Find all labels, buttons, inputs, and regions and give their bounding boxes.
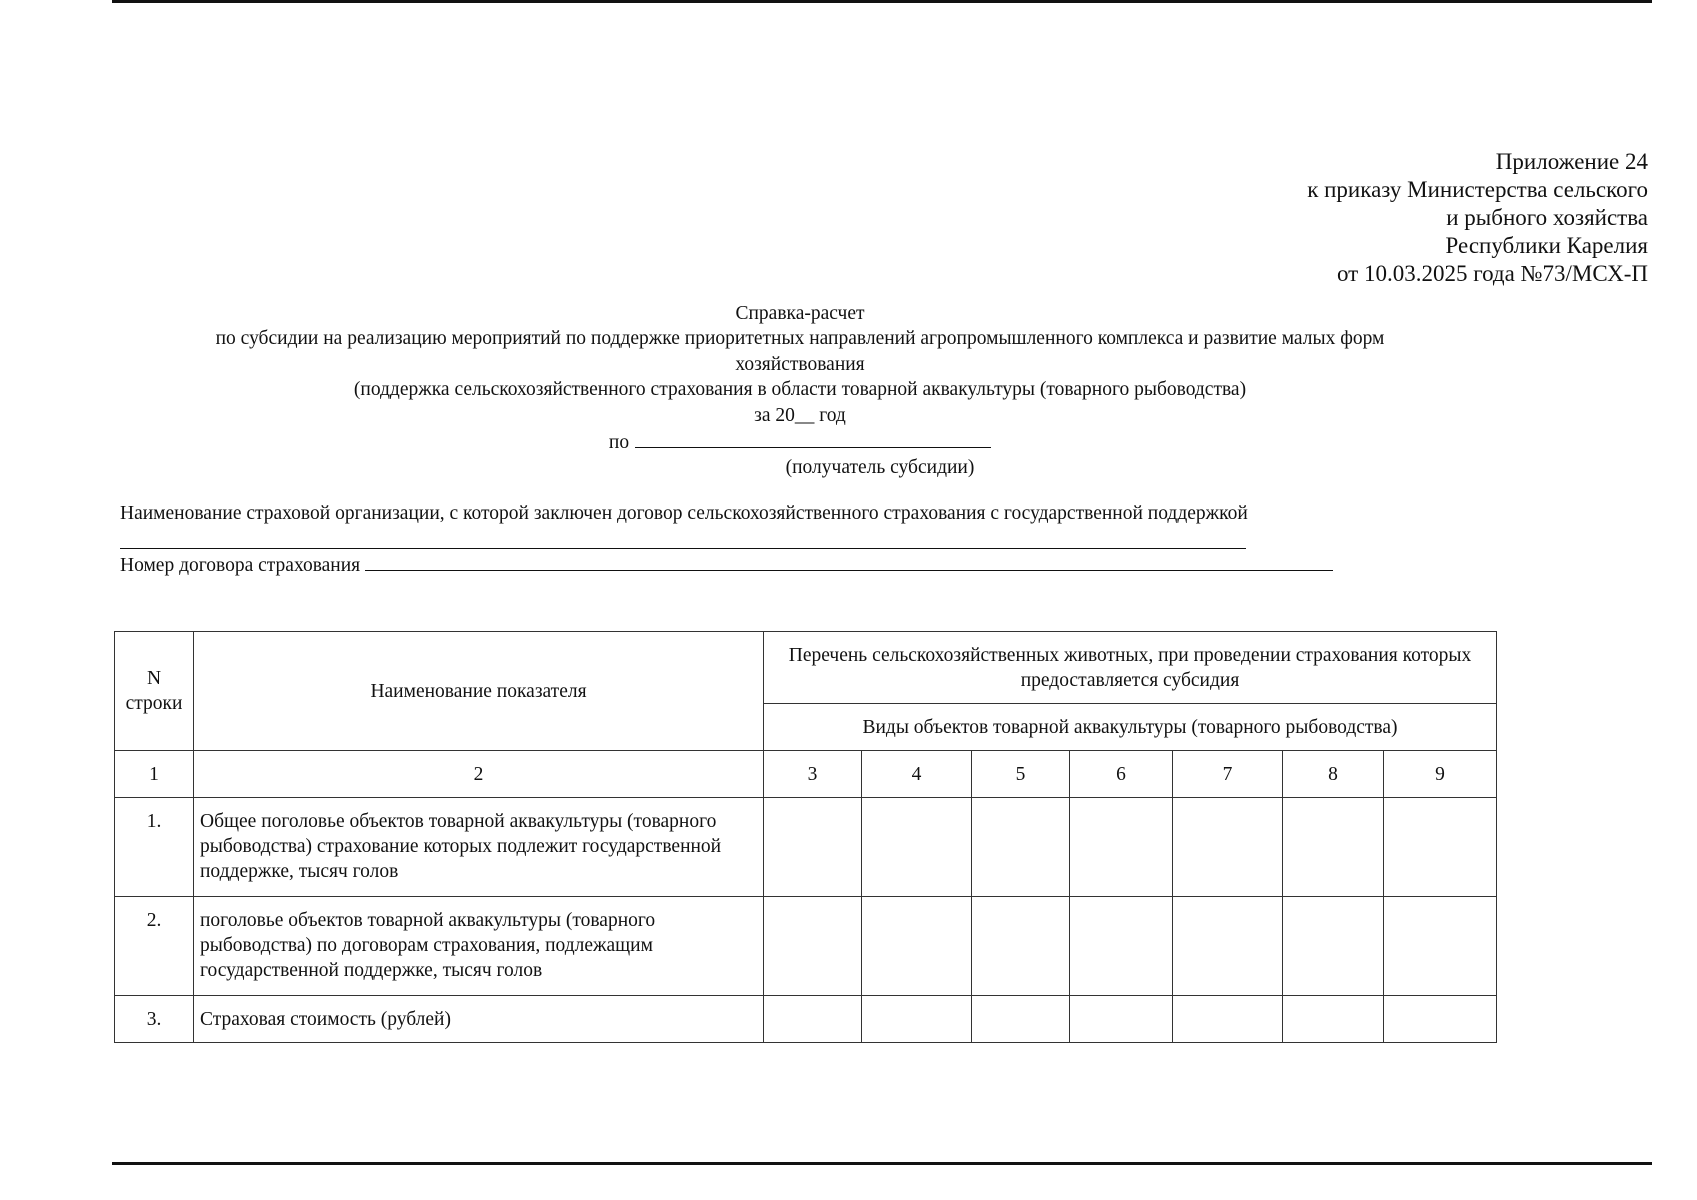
- value-cell[interactable]: [1283, 897, 1384, 996]
- row-number: 3.: [115, 996, 194, 1043]
- table-header-row-1: [115, 632, 1497, 704]
- row-number: 1.: [115, 798, 194, 897]
- recipient-prefix: по: [608, 432, 630, 454]
- document-heading: Справка-расчет: [735, 303, 865, 324]
- top-border-rule: [112, 0, 1652, 3]
- contract-label: Номер договора страхования: [120, 555, 361, 576]
- value-cell[interactable]: [1384, 996, 1497, 1043]
- header-row-number: N строки: [115, 632, 194, 751]
- value-cell[interactable]: [1070, 798, 1173, 897]
- recipient-field[interactable]: [635, 428, 991, 448]
- header-object-types: Виды объектов товарной аквакультуры (товарного рыбоводства): [764, 704, 1497, 751]
- column-number: 3: [764, 751, 862, 798]
- document-subject: по субсидии на реализацию мероприятий по поддержке приоритетных направлений агропромышленного комплекса и развитие малых форм: [215, 328, 1385, 350]
- value-cell[interactable]: [1070, 996, 1173, 1043]
- value-cell[interactable]: [1283, 798, 1384, 897]
- value-cell[interactable]: [1283, 996, 1384, 1043]
- appendix-ministry: и рыбного хозяйства: [1446, 205, 1648, 230]
- value-cell[interactable]: [1384, 897, 1497, 996]
- appendix-order-ref: к приказу Министерства сельского: [1307, 177, 1648, 202]
- column-number: 8: [1283, 751, 1384, 798]
- subsidy-table: [114, 631, 1497, 1043]
- value-cell[interactable]: [1070, 897, 1173, 996]
- table-column-numbers-row: [115, 751, 1497, 798]
- header-animals-list: Перечень сельскохозяйственных животных, при проведении страхования которых предоставляется субсидия: [764, 632, 1497, 704]
- appendix-region: Республики Карелия: [1445, 233, 1648, 258]
- insurer-field[interactable]: [120, 548, 1246, 549]
- table-row: [115, 996, 1497, 1043]
- insurer-label: Наименование страховой организации, с которой заключен договор сельскохозяйственного страхования с государственной поддержкой: [120, 503, 1248, 524]
- row-indicator-name: поголовье объектов товарной аквакультуры (товарного рыбоводства) по договорам страхования, подлежащим государственной поддержке, тысяч голов: [194, 897, 764, 996]
- appendix-number: Приложение 24: [1495, 149, 1648, 174]
- value-cell[interactable]: [1384, 798, 1497, 897]
- recipient-caption: (получатель субсидии): [785, 457, 975, 479]
- value-cell[interactable]: [1173, 798, 1283, 897]
- value-cell[interactable]: [764, 996, 862, 1043]
- value-cell[interactable]: [862, 897, 972, 996]
- column-number: 7: [1173, 751, 1283, 798]
- column-number: 4: [862, 751, 972, 798]
- appendix-date: от 10.03.2025 года №73/МСХ-П: [1336, 261, 1648, 286]
- document-subject-note: (поддержка сельскохозяйственного страхования в области товарной аквакультуры (товарного рыбоводства): [353, 379, 1247, 401]
- value-cell[interactable]: [972, 996, 1070, 1043]
- document-subject-cont: хозяйствования: [735, 353, 865, 375]
- recipient-row: [120, 428, 1480, 455]
- document-year: за 20__ год: [754, 404, 846, 426]
- appendix-header: [1307, 148, 1648, 288]
- table-row: [115, 798, 1497, 897]
- contract-number-field[interactable]: [365, 551, 1333, 571]
- row-number: 2.: [115, 897, 194, 996]
- document-title-block: [120, 301, 1480, 481]
- header-indicator: Наименование показателя: [194, 632, 764, 751]
- column-number: 5: [972, 751, 1070, 798]
- column-number: 6: [1070, 751, 1173, 798]
- value-cell[interactable]: [862, 798, 972, 897]
- row-indicator-name: Страховая стоимость (рублей): [194, 996, 764, 1043]
- bottom-border-rule: [112, 1162, 1652, 1165]
- contract-row: [120, 551, 1333, 578]
- value-cell[interactable]: [862, 996, 972, 1043]
- value-cell[interactable]: [972, 897, 1070, 996]
- value-cell[interactable]: [1173, 996, 1283, 1043]
- value-cell[interactable]: [972, 798, 1070, 897]
- column-number: 2: [194, 751, 764, 798]
- column-number: 1: [115, 751, 194, 798]
- value-cell[interactable]: [1173, 897, 1283, 996]
- row-indicator-name: Общее поголовье объектов товарной аквакультуры (товарного рыбоводства) страхование которых подлежит государственной поддержке, тысяч голов: [194, 798, 764, 897]
- value-cell[interactable]: [764, 798, 862, 897]
- value-cell[interactable]: [764, 897, 862, 996]
- table-row: [115, 897, 1497, 996]
- column-number: 9: [1384, 751, 1497, 798]
